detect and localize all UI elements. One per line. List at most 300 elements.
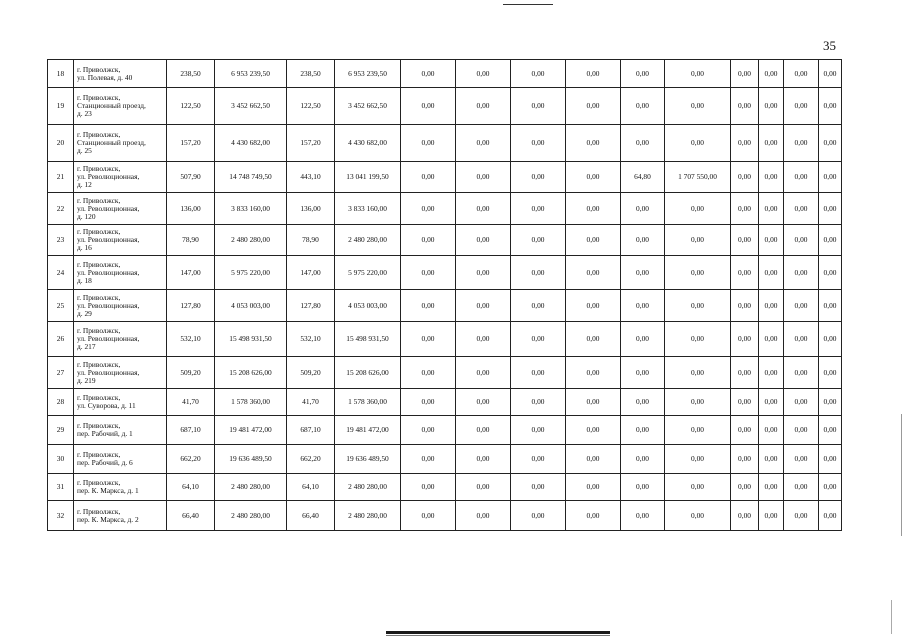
value-cell: 0,00 bbox=[784, 501, 819, 531]
top-rule bbox=[503, 4, 553, 5]
value-cell: 14 748 749,50 bbox=[215, 162, 287, 193]
value-cell: 0,00 bbox=[784, 389, 819, 416]
address-line: пер. К. Маркса, д. 1 bbox=[77, 486, 139, 495]
value-cell: 1 578 360,00 bbox=[215, 389, 287, 416]
table-row bbox=[48, 501, 842, 531]
value-cell: 0,00 bbox=[401, 322, 456, 357]
table-row bbox=[48, 88, 842, 125]
address-cell bbox=[74, 389, 167, 416]
table-row bbox=[48, 162, 842, 193]
value-cell: 0,00 bbox=[731, 60, 759, 88]
value-cell: 0,00 bbox=[621, 256, 665, 290]
row-number-cell: 25 bbox=[48, 290, 74, 322]
value-cell: 5 975 220,00 bbox=[335, 256, 401, 290]
value-cell: 0,00 bbox=[401, 225, 456, 256]
value-cell: 443,10 bbox=[287, 162, 335, 193]
value-cell: 0,00 bbox=[456, 60, 511, 88]
value-cell: 0,00 bbox=[731, 416, 759, 445]
value-cell: 2 480 280,00 bbox=[335, 225, 401, 256]
address-cell bbox=[74, 225, 167, 256]
value-cell: 0,00 bbox=[511, 389, 566, 416]
address-line: г. Приволжск, bbox=[77, 259, 121, 269]
address-cell bbox=[74, 416, 167, 445]
address-line: Станционный проезд, bbox=[77, 138, 146, 147]
value-cell: 0,00 bbox=[401, 389, 456, 416]
value-cell: 0,00 bbox=[665, 256, 731, 290]
value-cell: 0,00 bbox=[456, 389, 511, 416]
value-cell: 0,00 bbox=[511, 416, 566, 445]
value-cell: 0,00 bbox=[511, 88, 566, 125]
value-cell: 0,00 bbox=[784, 193, 819, 225]
value-cell: 0,00 bbox=[819, 416, 842, 445]
value-cell: 4 053 003,00 bbox=[335, 290, 401, 322]
value-cell: 0,00 bbox=[665, 60, 731, 88]
scan-edge-line bbox=[901, 414, 902, 536]
value-cell: 238,50 bbox=[167, 60, 215, 88]
value-cell: 0,00 bbox=[401, 162, 456, 193]
value-cell: 78,90 bbox=[167, 225, 215, 256]
value-cell: 0,00 bbox=[566, 501, 621, 531]
value-cell: 0,00 bbox=[456, 193, 511, 225]
row-number-cell: 21 bbox=[48, 162, 74, 193]
value-cell: 0,00 bbox=[401, 474, 456, 501]
address-cell bbox=[74, 256, 167, 290]
address-line: ул. Революционная, bbox=[77, 235, 140, 244]
value-cell: 0,00 bbox=[784, 474, 819, 501]
value-cell: 0,00 bbox=[401, 193, 456, 225]
value-cell: 0,00 bbox=[731, 357, 759, 389]
address-line: д. 217 bbox=[77, 342, 96, 351]
value-cell: 0,00 bbox=[511, 501, 566, 531]
value-cell: 0,00 bbox=[731, 225, 759, 256]
value-cell: 0,00 bbox=[665, 225, 731, 256]
value-cell: 3 833 160,00 bbox=[335, 193, 401, 225]
table-body bbox=[48, 60, 842, 531]
value-cell: 0,00 bbox=[759, 125, 784, 162]
value-cell: 0,00 bbox=[784, 416, 819, 445]
housing-program-table bbox=[47, 59, 842, 531]
value-cell: 0,00 bbox=[456, 162, 511, 193]
value-cell: 4 053 003,00 bbox=[215, 290, 287, 322]
value-cell: 0,00 bbox=[819, 125, 842, 162]
value-cell: 0,00 bbox=[621, 125, 665, 162]
table-row bbox=[48, 60, 842, 88]
value-cell: 0,00 bbox=[401, 125, 456, 162]
value-cell: 0,00 bbox=[819, 225, 842, 256]
value-cell: 0,00 bbox=[819, 60, 842, 88]
value-cell: 238,50 bbox=[287, 60, 335, 88]
value-cell: 687,10 bbox=[287, 416, 335, 445]
value-cell: 0,00 bbox=[665, 88, 731, 125]
value-cell: 0,00 bbox=[511, 256, 566, 290]
value-cell: 15 208 626,00 bbox=[335, 357, 401, 389]
address-line: пер. Рабочий, д. 6 bbox=[77, 458, 133, 467]
value-cell: 0,00 bbox=[731, 88, 759, 125]
value-cell: 0,00 bbox=[511, 125, 566, 162]
value-cell: 0,00 bbox=[511, 193, 566, 225]
address-line: г. Приволжск, bbox=[77, 506, 121, 516]
value-cell: 0,00 bbox=[566, 162, 621, 193]
address-line: ул. Революционная, bbox=[77, 334, 140, 343]
address-cell bbox=[74, 60, 167, 88]
value-cell: 532,10 bbox=[287, 322, 335, 357]
value-cell: 122,50 bbox=[287, 88, 335, 125]
value-cell: 662,20 bbox=[167, 445, 215, 474]
address-cell bbox=[74, 474, 167, 501]
value-cell: 0,00 bbox=[759, 474, 784, 501]
value-cell: 0,00 bbox=[784, 125, 819, 162]
value-cell: 0,00 bbox=[665, 389, 731, 416]
address-line: д. 219 bbox=[77, 375, 96, 385]
value-cell: 532,10 bbox=[167, 322, 215, 357]
value-cell: 0,00 bbox=[731, 445, 759, 474]
value-cell: 0,00 bbox=[784, 322, 819, 357]
value-cell: 0,00 bbox=[784, 357, 819, 389]
value-cell: 0,00 bbox=[566, 322, 621, 357]
bottom-rule-thin bbox=[386, 635, 610, 636]
address-line: д. 25 bbox=[77, 146, 92, 155]
value-cell: 19 481 472,00 bbox=[215, 416, 287, 445]
value-cell: 0,00 bbox=[759, 193, 784, 225]
value-cell: 78,90 bbox=[287, 225, 335, 256]
value-cell: 509,20 bbox=[287, 357, 335, 389]
value-cell: 507,90 bbox=[167, 162, 215, 193]
address-cell bbox=[74, 445, 167, 474]
address-line: г. Приволжск, bbox=[77, 393, 121, 402]
value-cell: 0,00 bbox=[401, 416, 456, 445]
value-cell: 0,00 bbox=[401, 60, 456, 88]
value-cell: 0,00 bbox=[456, 501, 511, 531]
address-line: ул. Революционная, bbox=[77, 300, 140, 310]
value-cell: 41,70 bbox=[167, 389, 215, 416]
value-cell: 0,00 bbox=[759, 357, 784, 389]
value-cell: 19 481 472,00 bbox=[335, 416, 401, 445]
value-cell: 0,00 bbox=[665, 445, 731, 474]
table-row bbox=[48, 322, 842, 357]
value-cell: 0,00 bbox=[621, 357, 665, 389]
value-cell: 19 636 489,50 bbox=[335, 445, 401, 474]
value-cell: 19 636 489,50 bbox=[215, 445, 287, 474]
value-cell: 0,00 bbox=[511, 445, 566, 474]
table-row bbox=[48, 474, 842, 501]
address-line: г. Приволжск, bbox=[77, 164, 121, 173]
address-line: ул. Суворова, д. 11 bbox=[77, 401, 136, 410]
address-cell bbox=[74, 88, 167, 125]
value-cell: 662,20 bbox=[287, 445, 335, 474]
value-cell: 15 498 931,50 bbox=[335, 322, 401, 357]
value-cell: 0,00 bbox=[731, 389, 759, 416]
value-cell: 0,00 bbox=[819, 290, 842, 322]
value-cell: 0,00 bbox=[731, 474, 759, 501]
value-cell: 4 430 682,00 bbox=[215, 125, 287, 162]
value-cell: 0,00 bbox=[511, 322, 566, 357]
row-number-cell: 27 bbox=[48, 357, 74, 389]
value-cell: 2 480 280,00 bbox=[215, 501, 287, 531]
value-cell: 0,00 bbox=[784, 162, 819, 193]
value-cell: 0,00 bbox=[456, 445, 511, 474]
row-number-cell: 22 bbox=[48, 193, 74, 225]
value-cell: 0,00 bbox=[566, 60, 621, 88]
value-cell: 0,00 bbox=[566, 445, 621, 474]
address-cell bbox=[74, 357, 167, 389]
address-cell bbox=[74, 501, 167, 531]
value-cell: 122,50 bbox=[167, 88, 215, 125]
value-cell: 0,00 bbox=[566, 416, 621, 445]
value-cell: 127,80 bbox=[287, 290, 335, 322]
value-cell: 6 953 239,50 bbox=[215, 60, 287, 88]
value-cell: 0,00 bbox=[784, 290, 819, 322]
value-cell: 0,00 bbox=[566, 256, 621, 290]
value-cell: 0,00 bbox=[401, 501, 456, 531]
value-cell: 0,00 bbox=[759, 88, 784, 125]
table-row bbox=[48, 357, 842, 389]
value-cell: 0,00 bbox=[665, 474, 731, 501]
value-cell: 0,00 bbox=[511, 162, 566, 193]
value-cell: 0,00 bbox=[665, 322, 731, 357]
value-cell: 3 833 160,00 bbox=[215, 193, 287, 225]
address-line: пер. К. Маркса, д. 2 bbox=[77, 514, 139, 524]
value-cell: 0,00 bbox=[621, 501, 665, 531]
value-cell: 0,00 bbox=[784, 445, 819, 474]
row-number-cell: 20 bbox=[48, 125, 74, 162]
scan-edge-line bbox=[891, 600, 892, 634]
value-cell: 0,00 bbox=[621, 88, 665, 125]
value-cell: 0,00 bbox=[621, 60, 665, 88]
value-cell: 3 452 662,50 bbox=[215, 88, 287, 125]
value-cell: 0,00 bbox=[665, 125, 731, 162]
value-cell: 0,00 bbox=[665, 501, 731, 531]
value-cell: 0,00 bbox=[759, 389, 784, 416]
value-cell: 0,00 bbox=[819, 322, 842, 357]
value-cell: 15 498 931,50 bbox=[215, 322, 287, 357]
value-cell: 136,00 bbox=[167, 193, 215, 225]
value-cell: 1 578 360,00 bbox=[335, 389, 401, 416]
value-cell: 0,00 bbox=[511, 290, 566, 322]
row-number-cell: 31 bbox=[48, 474, 74, 501]
value-cell: 0,00 bbox=[759, 225, 784, 256]
value-cell: 64,10 bbox=[287, 474, 335, 501]
value-cell: 0,00 bbox=[566, 88, 621, 125]
row-number-cell: 18 bbox=[48, 60, 74, 88]
address-line: д. 18 bbox=[77, 275, 92, 285]
value-cell: 0,00 bbox=[456, 225, 511, 256]
value-cell: 0,00 bbox=[819, 162, 842, 193]
address-cell bbox=[74, 193, 167, 225]
value-cell: 0,00 bbox=[566, 290, 621, 322]
value-cell: 0,00 bbox=[566, 357, 621, 389]
address-line: ул. Революционная, bbox=[77, 172, 140, 181]
value-cell: 0,00 bbox=[566, 474, 621, 501]
value-cell: 2 480 280,00 bbox=[335, 501, 401, 531]
value-cell: 0,00 bbox=[759, 416, 784, 445]
value-cell: 0,00 bbox=[401, 256, 456, 290]
value-cell: 157,20 bbox=[167, 125, 215, 162]
value-cell: 0,00 bbox=[759, 162, 784, 193]
value-cell: 0,00 bbox=[566, 125, 621, 162]
address-line: д. 16 bbox=[77, 243, 92, 252]
value-cell: 0,00 bbox=[665, 290, 731, 322]
value-cell: 157,20 bbox=[287, 125, 335, 162]
value-cell: 4 430 682,00 bbox=[335, 125, 401, 162]
address-line: г. Приволжск, bbox=[77, 227, 121, 236]
value-cell: 2 480 280,00 bbox=[215, 225, 287, 256]
value-cell: 0,00 bbox=[401, 88, 456, 125]
address-line: г. Приволжск, bbox=[77, 195, 121, 205]
value-cell: 0,00 bbox=[511, 357, 566, 389]
address-line: ул. Революционная, bbox=[77, 267, 140, 277]
value-cell: 0,00 bbox=[819, 501, 842, 531]
address-line: пер. Рабочий, д. 1 bbox=[77, 429, 133, 438]
value-cell: 6 953 239,50 bbox=[335, 60, 401, 88]
table-row bbox=[48, 193, 842, 225]
address-line: ул. Революционная, bbox=[77, 367, 140, 377]
value-cell: 0,00 bbox=[819, 256, 842, 290]
table-row bbox=[48, 256, 842, 290]
value-cell: 0,00 bbox=[819, 357, 842, 389]
address-line: д. 23 bbox=[77, 109, 92, 118]
value-cell: 0,00 bbox=[566, 389, 621, 416]
table-row bbox=[48, 389, 842, 416]
value-cell: 0,00 bbox=[621, 290, 665, 322]
value-cell: 0,00 bbox=[456, 357, 511, 389]
table-row bbox=[48, 125, 842, 162]
value-cell: 0,00 bbox=[456, 125, 511, 162]
value-cell: 147,00 bbox=[287, 256, 335, 290]
value-cell: 0,00 bbox=[731, 125, 759, 162]
value-cell: 3 452 662,50 bbox=[335, 88, 401, 125]
value-cell: 1 707 550,00 bbox=[665, 162, 731, 193]
address-line: д. 29 bbox=[77, 308, 92, 318]
address-line: Станционный проезд, bbox=[77, 101, 146, 110]
value-cell: 0,00 bbox=[511, 474, 566, 501]
address-line: г. Приволжск, bbox=[77, 359, 121, 369]
value-cell: 0,00 bbox=[819, 474, 842, 501]
value-cell: 0,00 bbox=[819, 193, 842, 225]
value-cell: 147,00 bbox=[167, 256, 215, 290]
row-number-cell: 32 bbox=[48, 501, 74, 531]
value-cell: 0,00 bbox=[401, 357, 456, 389]
address-line: ул. Полевая, д. 40 bbox=[77, 72, 133, 82]
value-cell: 15 208 626,00 bbox=[215, 357, 287, 389]
row-number-cell: 19 bbox=[48, 88, 74, 125]
table-row bbox=[48, 416, 842, 445]
value-cell: 0,00 bbox=[511, 225, 566, 256]
value-cell: 0,00 bbox=[784, 256, 819, 290]
value-cell: 13 041 199,50 bbox=[335, 162, 401, 193]
address-cell bbox=[74, 290, 167, 322]
value-cell: 41,70 bbox=[287, 389, 335, 416]
value-cell: 0,00 bbox=[731, 193, 759, 225]
address-line: ул. Революционная, bbox=[77, 203, 140, 213]
value-cell: 0,00 bbox=[456, 290, 511, 322]
value-cell: 509,20 bbox=[167, 357, 215, 389]
value-cell: 0,00 bbox=[731, 290, 759, 322]
value-cell: 0,00 bbox=[784, 60, 819, 88]
value-cell: 0,00 bbox=[784, 88, 819, 125]
table-row bbox=[48, 445, 842, 474]
value-cell: 0,00 bbox=[456, 474, 511, 501]
value-cell: 0,00 bbox=[621, 389, 665, 416]
value-cell: 0,00 bbox=[665, 193, 731, 225]
table-row bbox=[48, 290, 842, 322]
value-cell: 64,80 bbox=[621, 162, 665, 193]
address-line: д. 12 bbox=[77, 180, 92, 189]
value-cell: 0,00 bbox=[731, 256, 759, 290]
value-cell: 0,00 bbox=[784, 225, 819, 256]
address-line: г. Приволжск, bbox=[77, 292, 121, 302]
address-line: д. 120 bbox=[77, 211, 96, 221]
value-cell: 5 975 220,00 bbox=[215, 256, 287, 290]
address-line: г. Приволжск, bbox=[77, 93, 121, 102]
address-cell bbox=[74, 162, 167, 193]
row-number-cell: 28 bbox=[48, 389, 74, 416]
value-cell: 0,00 bbox=[621, 193, 665, 225]
value-cell: 0,00 bbox=[759, 322, 784, 357]
value-cell: 0,00 bbox=[456, 416, 511, 445]
value-cell: 0,00 bbox=[665, 357, 731, 389]
address-line: г. Приволжск, bbox=[77, 478, 121, 487]
row-number-cell: 24 bbox=[48, 256, 74, 290]
value-cell: 66,40 bbox=[167, 501, 215, 531]
address-line: г. Приволжск, bbox=[77, 130, 121, 139]
value-cell: 136,00 bbox=[287, 193, 335, 225]
address-line: г. Приволжск, bbox=[77, 450, 121, 459]
value-cell: 0,00 bbox=[401, 445, 456, 474]
value-cell: 0,00 bbox=[819, 389, 842, 416]
value-cell: 0,00 bbox=[759, 256, 784, 290]
value-cell: 0,00 bbox=[621, 474, 665, 501]
address-line: г. Приволжск, bbox=[77, 326, 121, 335]
table-row bbox=[48, 225, 842, 256]
row-number-cell: 30 bbox=[48, 445, 74, 474]
value-cell: 0,00 bbox=[759, 445, 784, 474]
value-cell: 0,00 bbox=[511, 60, 566, 88]
value-cell: 2 480 280,00 bbox=[215, 474, 287, 501]
value-cell: 0,00 bbox=[621, 445, 665, 474]
row-number-cell: 26 bbox=[48, 322, 74, 357]
value-cell: 0,00 bbox=[731, 162, 759, 193]
value-cell: 0,00 bbox=[759, 501, 784, 531]
page-number: 35 bbox=[823, 38, 836, 53]
value-cell: 2 480 280,00 bbox=[335, 474, 401, 501]
bottom-rule bbox=[386, 631, 610, 634]
value-cell: 0,00 bbox=[456, 88, 511, 125]
value-cell: 0,00 bbox=[665, 416, 731, 445]
address-cell bbox=[74, 322, 167, 357]
value-cell: 0,00 bbox=[456, 322, 511, 357]
value-cell: 0,00 bbox=[819, 88, 842, 125]
address-cell bbox=[74, 125, 167, 162]
row-number-cell: 23 bbox=[48, 225, 74, 256]
value-cell: 0,00 bbox=[401, 290, 456, 322]
value-cell: 64,10 bbox=[167, 474, 215, 501]
value-cell: 0,00 bbox=[621, 416, 665, 445]
value-cell: 0,00 bbox=[819, 445, 842, 474]
value-cell: 127,80 bbox=[167, 290, 215, 322]
value-cell: 0,00 bbox=[731, 501, 759, 531]
address-line: г. Приволжск, bbox=[77, 421, 121, 430]
value-cell: 0,00 bbox=[566, 193, 621, 225]
value-cell: 0,00 bbox=[456, 256, 511, 290]
value-cell: 66,40 bbox=[287, 501, 335, 531]
value-cell: 0,00 bbox=[759, 60, 784, 88]
value-cell: 0,00 bbox=[566, 225, 621, 256]
value-cell: 0,00 bbox=[759, 290, 784, 322]
value-cell: 687,10 bbox=[167, 416, 215, 445]
value-cell: 0,00 bbox=[621, 322, 665, 357]
value-cell: 0,00 bbox=[621, 225, 665, 256]
row-number-cell: 29 bbox=[48, 416, 74, 445]
